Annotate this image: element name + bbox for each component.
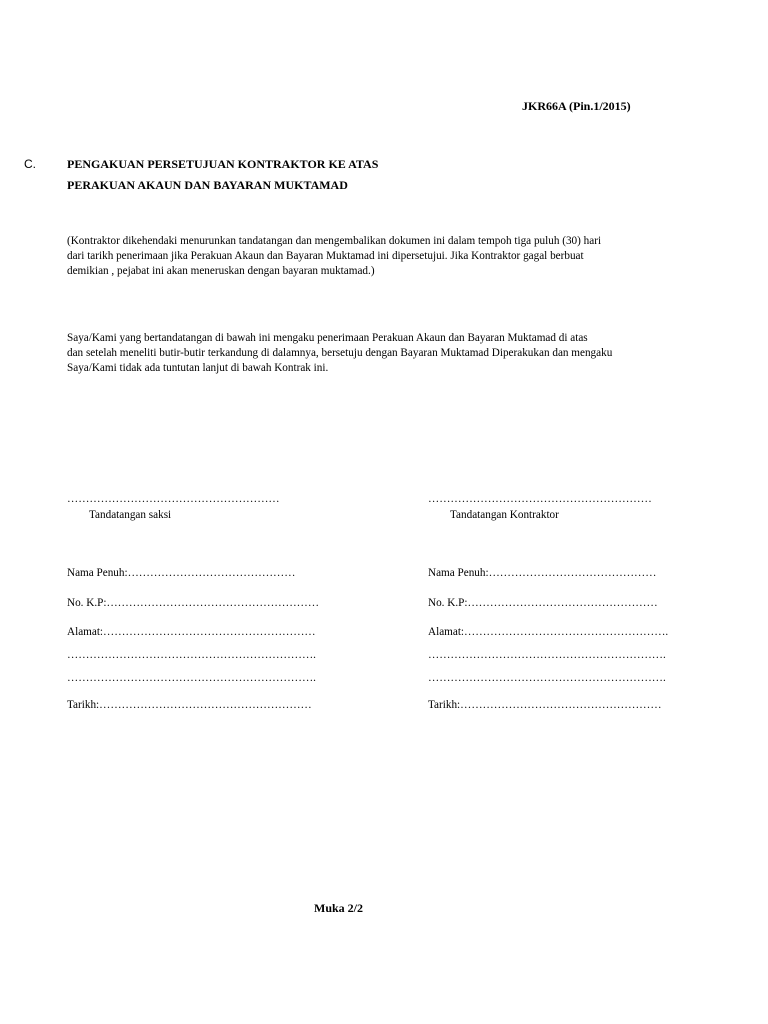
witness-address-field[interactable]: Alamat:………………………………………………… — [67, 626, 316, 638]
witness-signature-line[interactable]: ………………………………………………… — [67, 493, 280, 505]
witness-ic-field[interactable]: No. K.P:………………………………………………… — [67, 597, 320, 609]
page-number: Muka 2/2 — [314, 901, 364, 915]
declaration-line: dan setelah meneliti butir-butir terkandung di dalamnya, bersetuju dengan Bayaran Muktamad Diperakukan dan mengaku — [67, 347, 613, 359]
contractor-ic-field[interactable]: No. K.P:…………………………………………… — [428, 597, 658, 609]
contractor-address-field[interactable]: Alamat:………………………………………………. — [428, 626, 669, 638]
contractor-address-line-3[interactable]: ………………………………………………………. — [428, 672, 666, 684]
contractor-date-field[interactable]: Tarikh:……………………………………………… — [428, 699, 662, 711]
section-title-line-1: PENGAKUAN PERSETUJUAN KONTRAKTOR KE ATAS — [67, 157, 379, 171]
contractor-signature-line[interactable]: …………………………………………………… — [428, 493, 652, 505]
witness-address-line-3[interactable]: …………………………………………………………. — [67, 672, 316, 684]
declaration-paragraph — [67, 331, 612, 376]
form-reference: JKR66A (Pin.1/2015) — [522, 99, 631, 113]
contractor-signature-label: Tandatangan Kontraktor — [450, 509, 559, 521]
instruction-paragraph — [67, 234, 601, 279]
section-letter: C. — [24, 157, 36, 171]
witness-date-field[interactable]: Tarikh:………………………………………………… — [67, 699, 312, 711]
contractor-address-line-2[interactable]: ………………………………………………………. — [428, 649, 666, 661]
declaration-line: Saya/Kami tidak ada tuntutan lanjut di bawah Kontrak ini. — [67, 362, 329, 374]
section-title-line-2: PERAKUAN AKAUN DAN BAYARAN MUKTAMAD — [67, 178, 348, 192]
witness-name-field[interactable]: Nama Penuh:……………………………………… — [67, 567, 296, 579]
instruction-line: dari tarikh penerimaan jika Perakuan Akaun dan Bayaran Muktamad ini dipersetujui. Jika Kontraktor gagal berbuat — [67, 250, 584, 262]
witness-address-line-2[interactable]: …………………………………………………………. — [67, 649, 316, 661]
declaration-line: Saya/Kami yang bertandatangan di bawah ini mengaku penerimaan Perakuan Akaun dan Bayaran Muktamad di atas — [67, 332, 588, 344]
instruction-line: (Kontraktor dikehendaki menurunkan tandatangan dan mengembalikan dokumen ini dalam tempoh tiga puluh (30) hari — [67, 235, 602, 247]
instruction-line: demikian , pejabat ini akan meneruskan dengan bayaran muktamad.) — [67, 265, 375, 277]
witness-signature-label: Tandatangan saksi — [89, 509, 172, 521]
contractor-name-field[interactable]: Nama Penuh:……………………………………… — [428, 567, 657, 579]
